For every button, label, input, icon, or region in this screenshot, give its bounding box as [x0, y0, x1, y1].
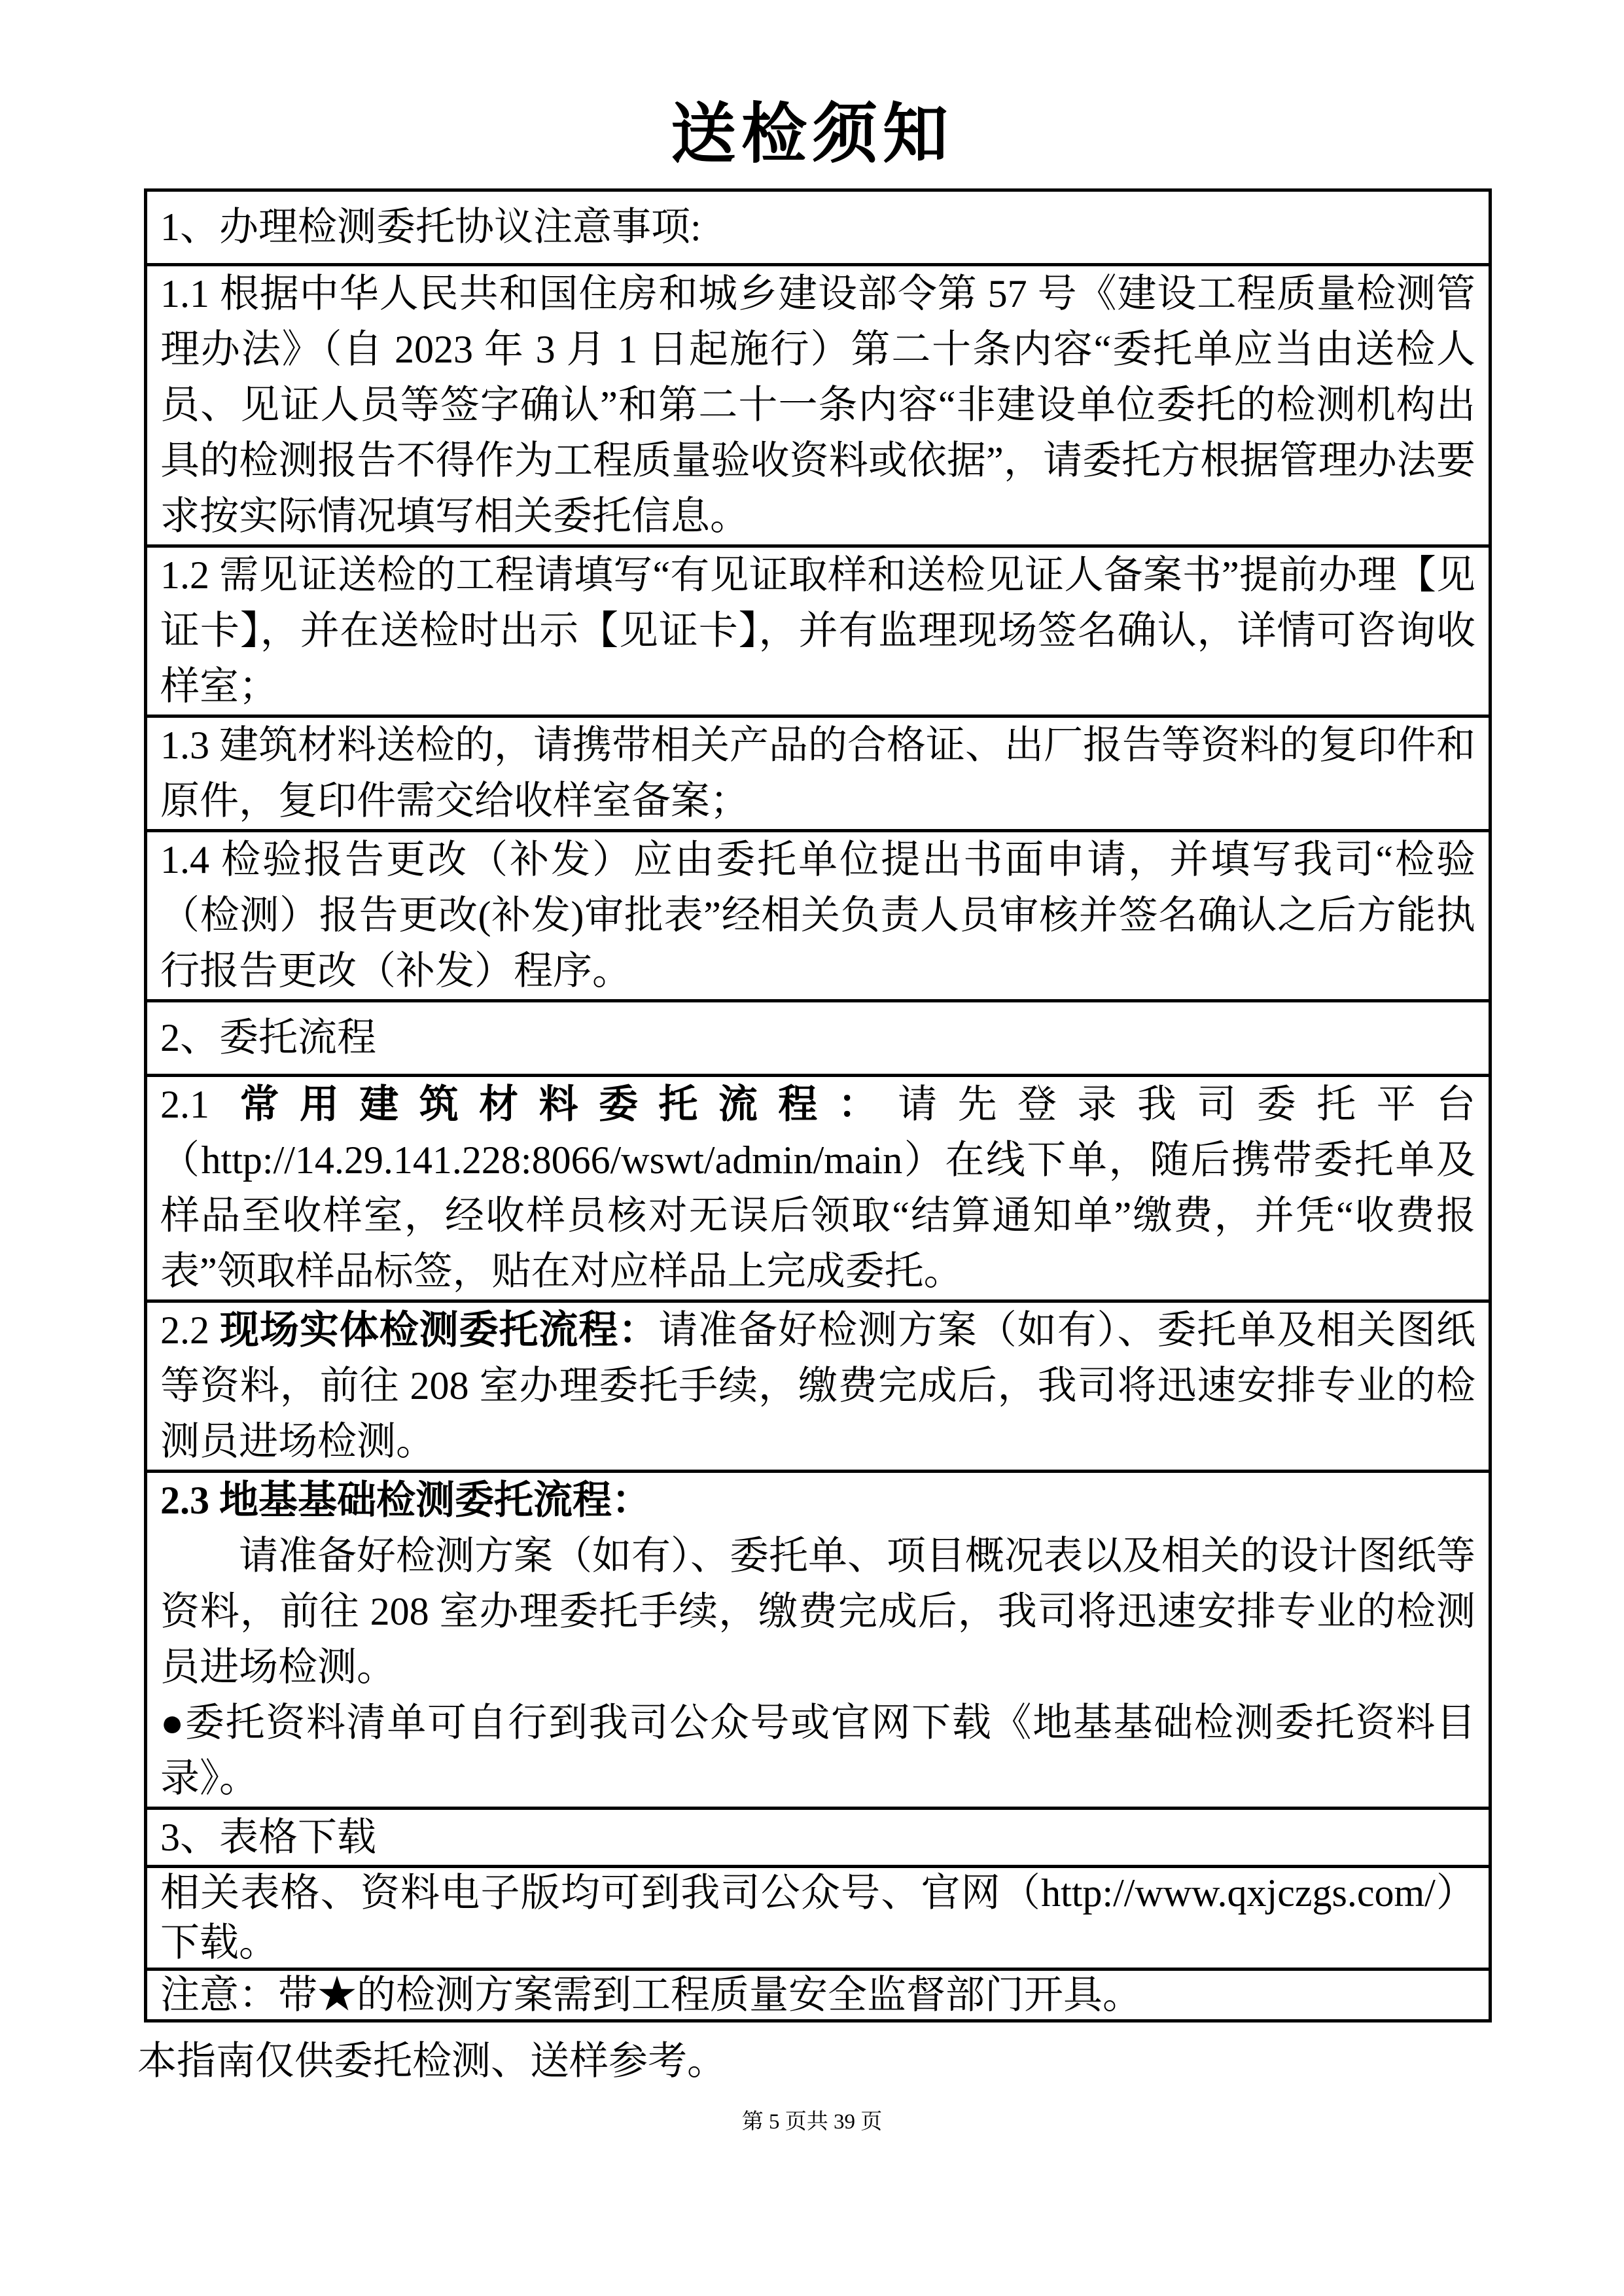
section-2-header [147, 999, 1489, 1074]
row-1-4 [147, 829, 1489, 999]
section-3-label: 3、表格下载 [160, 1816, 376, 1859]
section-1-header [147, 192, 1489, 263]
row-1-3-text: 1.3 建筑材料送检的，请携带相关产品的合格证、出厂报告等资料的复印件和原件，复印件需交给收样室备案； [160, 724, 1475, 822]
row-2-2-heading: 现场实体检测委托流程： [219, 1309, 659, 1352]
document-title: 送检须知 [671, 98, 953, 171]
page-number: 第 5 页共 39 页 [741, 2110, 883, 2134]
section-3-header [147, 1807, 1489, 1865]
notice-text: 注意：带★的检测方案需到工程质量安全监督部门开具。 [160, 1973, 1142, 2017]
row-1-2-text: 1.2 需见证送检的工程请填写“有见证取样和送检见证人备案书”提前办理【见证卡】，并在送检时出示【见证卡】，并有监理现场签名确认，详情可咨询收样室； [160, 554, 1475, 708]
section-1-label: 1、办理检测委托协议注意事项: [160, 205, 701, 249]
row-1-1-text: 1.1 根据中华人民共和国住房和城乡建设部令第 57 号《建设工程质量检测管理办法》（自 2023 年 3 月 1 日起施行）第二十条内容“委托单应当由送检人员、见证人员等签字确认”和第二十一条内容“非建设单位委托的检测机构出具的检测报告不得作为工程质量验收资料或依据”，请委托方根据管理办法要求按实际情况填写相关委托信息。 [160, 272, 1475, 538]
row-3-1-text: 相关表格、资料电子版均可到我司公众号、官网（http://www.qxjczgs.com/）下载。 [160, 1871, 1475, 1964]
notice-table [144, 188, 1492, 2022]
notice-row [147, 1968, 1489, 2019]
row-2-3-heading: 2.3 地基基础检测委托流程： [160, 1479, 651, 1522]
closing-note: 本指南仅供委托检测、送样参考。 [137, 2040, 726, 2083]
row-3-1 [147, 1865, 1489, 1968]
row-2-2 [147, 1299, 1489, 1470]
row-2-1 [147, 1074, 1489, 1299]
row-2-3-paragraph: 请准备好检测方案（如有）、委托单、项目概况表以及相关的设计图纸等资料，前往 208 室办理委托手续，缴费完成后，我司将迅速安排专业的检测员进场检测。 [160, 1534, 1475, 1689]
section-2-label: 2、委托流程 [160, 1016, 376, 1059]
row-2-1-number: 2.1 [160, 1083, 240, 1126]
row-2-3 [147, 1470, 1489, 1807]
row-1-4-text: 1.4 检验报告更改（补发）应由委托单位提出书面申请，并填写我司“检验（检测）报告更改(补发)审批表”经相关负责人员审核并签名确认之后方能执行报告更改（补发）程序。 [160, 838, 1475, 993]
row-1-2 [147, 544, 1489, 715]
row-2-3-bullet: ●委托资料清单可自行到我司公众号或官网下载《地基基础检测委托资料目录》。 [160, 1701, 1475, 1800]
row-1-1 [147, 263, 1489, 544]
row-2-2-number: 2.2 [160, 1309, 220, 1352]
row-1-3 [147, 715, 1489, 829]
row-2-1-text: 请先登录我司委托平台（http://14.29.141.228:8066/wswt/admin/main）在线下单，随后携带委托单及样品至收样室，经收样员核对无误后领取“结算通知单”缴费，并凭“收费报表”领取样品标签，贴在对应样品上完成委托。 [160, 1083, 1476, 1293]
row-2-2-text: 请准备好检测方案（如有）、委托单及相关图纸等资料，前往 208 室办理委托手续，缴费完成后，我司将迅速安排专业的检测员进场检测。 [160, 1309, 1475, 1463]
row-2-1-heading: 常用建筑材料委托流程： [239, 1083, 898, 1126]
